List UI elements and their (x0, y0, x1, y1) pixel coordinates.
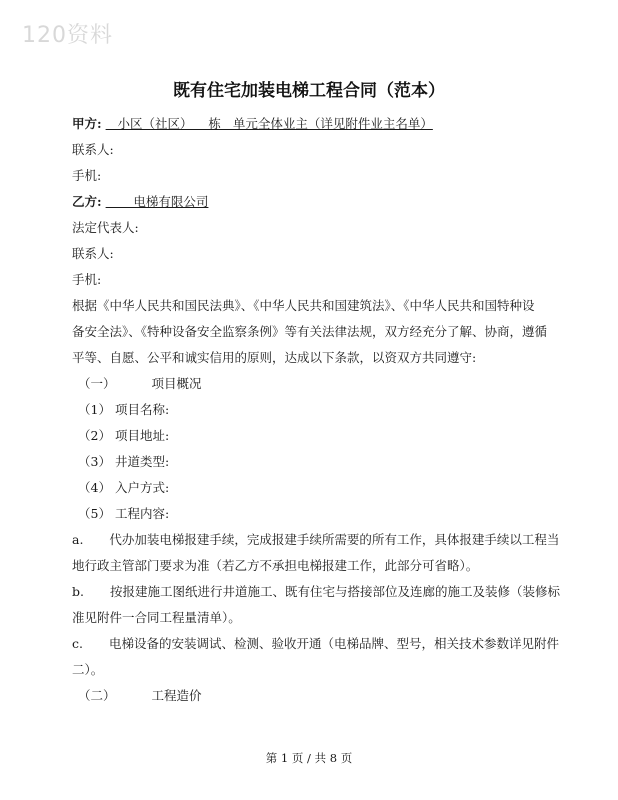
phone-a: 手机: (72, 168, 102, 183)
item-2: （2） 项目地址: (78, 428, 170, 443)
item-3: （3） 井道类型: (78, 454, 170, 469)
watermark: 120资料 (22, 23, 113, 48)
page-footer: 第 1 页 / 共 8 页 (265, 751, 353, 765)
legal-representative: 法定代表人: (72, 220, 139, 235)
para-c-mark: c. (72, 636, 83, 651)
para-a-line-2: 地行政主管部门要求为准（若乙方不承担电梯报建工作，此部分可省略）。 (72, 558, 479, 573)
item-4: （4） 入户方式: (78, 480, 170, 495)
intro-line-2: 备安全法》、《特种设备安全监察条例》等有关法律法规，双方经充分了解、协商，遵循 (72, 324, 548, 339)
party-b-label: 乙方: (72, 194, 102, 209)
section-2-number: （二） (78, 688, 116, 703)
intro-line-1: 根据《中华人民共和国民法典》、《中华人民共和国建筑法》、《中华人民共和国特种设 (72, 298, 535, 313)
party-a-line (72, 116, 433, 132)
para-c-line-2: 二）。 (72, 662, 104, 677)
para-b-line-2: 准见附件一合同工程量清单）。 (72, 610, 241, 625)
section-2-title: 工程造价 (151, 688, 202, 703)
party-a-label: 甲方: (72, 116, 102, 131)
para-c-line-1: c. 电梯设备的安装调试、检测、验收开通（电梯品牌、型号，相关技术参数详见附件 (72, 636, 559, 651)
para-a-line-1: a. 代办加装电梯报建手续，完成报建手续所需要的所有工作，具体报建手续以工程当 (72, 532, 560, 547)
section-1-heading (78, 376, 202, 392)
contact-a: 联系人: (72, 142, 114, 157)
section-2-heading (78, 688, 202, 704)
para-a-mark: a. (72, 532, 84, 547)
contact-b: 联系人: (72, 246, 114, 261)
para-b-line-1: b. 按报建施工图纸进行井道施工、既有住宅与搭接部位及连廊的施工及装修（装修标 (72, 584, 560, 599)
section-1-number: （一） (78, 376, 116, 391)
item-1: （1） 项目名称: (78, 402, 170, 417)
party-b-value: 电梯有限公司 (105, 194, 209, 209)
item-5: （5） 工程内容: (78, 506, 170, 521)
party-b-line (72, 194, 208, 210)
phone-b: 手机: (72, 272, 102, 287)
party-a-value: 小区（社区） 栋 单元全体业主（详见附件业主名单） (105, 116, 433, 131)
document-title: 既有住宅加装电梯工程合同（范本） (173, 81, 445, 101)
intro-line-3: 平等、自愿、公平和诚实信用的原则，达成以下条款，以资双方共同遵守: (72, 350, 477, 365)
section-1-title: 项目概况 (151, 376, 202, 391)
para-b-mark: b. (72, 584, 84, 599)
